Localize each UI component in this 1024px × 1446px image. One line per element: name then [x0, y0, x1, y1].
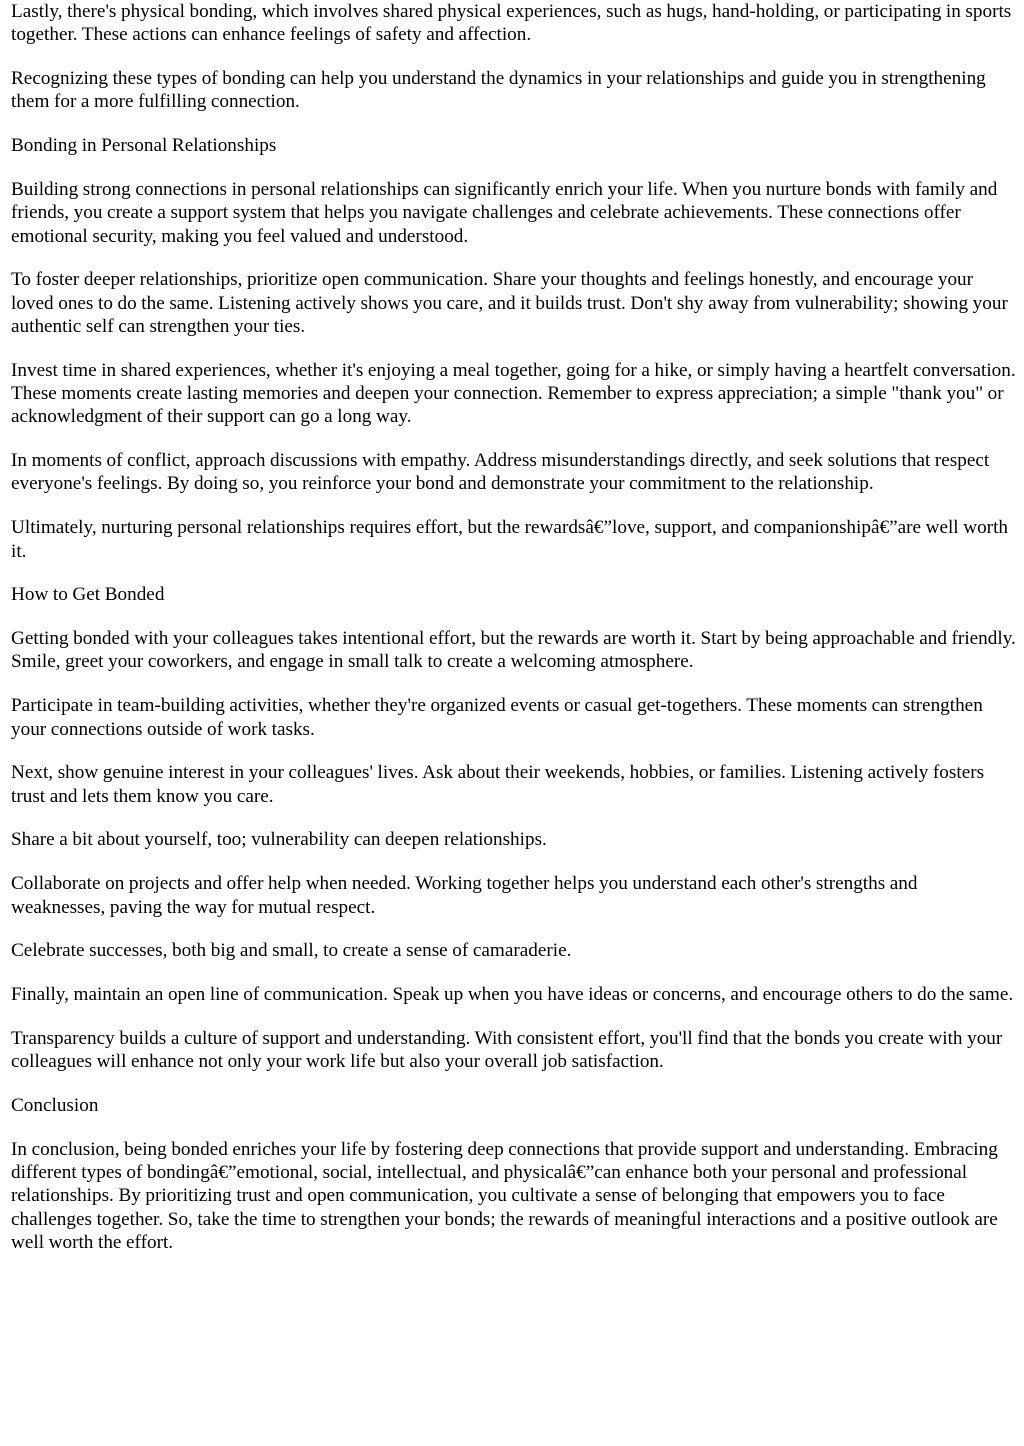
heading-conclusion: Conclusion	[11, 1095, 99, 1116]
heading-how-to-get-bonded: How to Get Bonded	[11, 584, 165, 606]
paragraph-recognizing-bonding: Recognizing these types of bonding can help you understand the dynamics in your relationships and guide you in strengthening them for a more fulfilling connection.	[11, 68, 986, 113]
paragraph-celebrate-successes: Celebrate successes, both big and small, to create a sense of camaraderie.	[11, 940, 572, 962]
paragraph-physical-bonding: Lastly, there's physical bonding, which involves shared physical experiences, such as hugs, hand-holding, or participating in sports together. These actions can enhance feelings of safety and affection.	[11, 1, 1012, 46]
paragraph-open-line: Finally, maintain an open line of communication. Speak up when you have ideas or concerns, and encourage others to do the same.	[11, 984, 1014, 1006]
paragraph-shared-experiences: Invest time in shared experiences, whether it's enjoying a meal together, going for a hike, or simply having a heartfelt conversation. These moments create lasting memories and deepen your connection. Remember to express appreciation; a simple "thank you" or acknowledgment of their support can go a long way.	[11, 359, 1016, 428]
paragraph-share-about-yourself: Share a bit about yourself, too; vulnerability can deepen relationships.	[11, 829, 547, 851]
paragraph-team-building: Participate in team-building activities, whether they're organized events or casual get-togethers. These moments can strengthen your connections outside of work tasks.	[11, 695, 983, 740]
paragraph-open-communication: To foster deeper relationships, prioritize open communication. Share your thoughts and feelings honestly, and encourage your loved ones to do the same. Listening actively shows you care, and it builds trust. Don't shy away from vulnerability; showing your authentic self can strengthen your ties.	[11, 269, 1008, 337]
paragraph-genuine-interest: Next, show genuine interest in your colleagues' lives. Ask about their weekends, hobbies, or families. Listening actively fosters trust and lets them know you care.	[11, 762, 985, 807]
paragraph-nurturing-relationships: Ultimately, nurturing personal relationships requires effort, but the rewardsâ€”love, support, and companionshipâ€”are well worth it.	[11, 517, 1008, 562]
paragraph-conflict: In moments of conflict, approach discussions with empathy. Address misunderstandings directly, and seek solutions that respect everyone's feelings. By doing so, you reinforce your bond and demonstrate your commitment to the relationship.	[11, 450, 990, 495]
paragraph-collaborate: Collaborate on projects and offer help when needed. Working together helps you understand each other's strengths and weaknesses, paving the way for mutual respect.	[11, 873, 918, 918]
heading-bonding-in-personal-relationships: Bonding in Personal Relationships	[11, 135, 277, 157]
paragraph-building-connections: Building strong connections in personal relationships can significantly enrich your life. When you nurture bonds with family and friends, you create a support system that helps you navigate challenges and celebrate achievements. These connections offer emotional security, making you feel valued and understood.	[11, 178, 998, 247]
paragraph-conclusion: In conclusion, being bonded enriches your life by fostering deep connections that provide support and understanding. Embracing different types of bondingâ€”emotional, social, intellectual, and physicalâ€”can enhance both your personal and professional relationships. By prioritizing trust and open communication, you cultivate a sense of belonging that empowers you to face challenges together. So, take the time to strengthen your bonds; the rewards of meaningful interactions and a positive outlook are well worth the effort.	[11, 1138, 998, 1253]
paragraph-getting-bonded: Getting bonded with your colleagues takes intentional effort, but the rewards are worth it. Start by being approachable and friendly. Smile, greet your coworkers, and engage in small talk to create a welcoming atmosphere.	[11, 628, 1016, 673]
paragraph-transparency: Transparency builds a culture of support and understanding. With consistent effort, you'll find that the bonds you create with your colleagues will enhance not only your work life but also your overall job satisfaction.	[11, 1027, 1003, 1073]
